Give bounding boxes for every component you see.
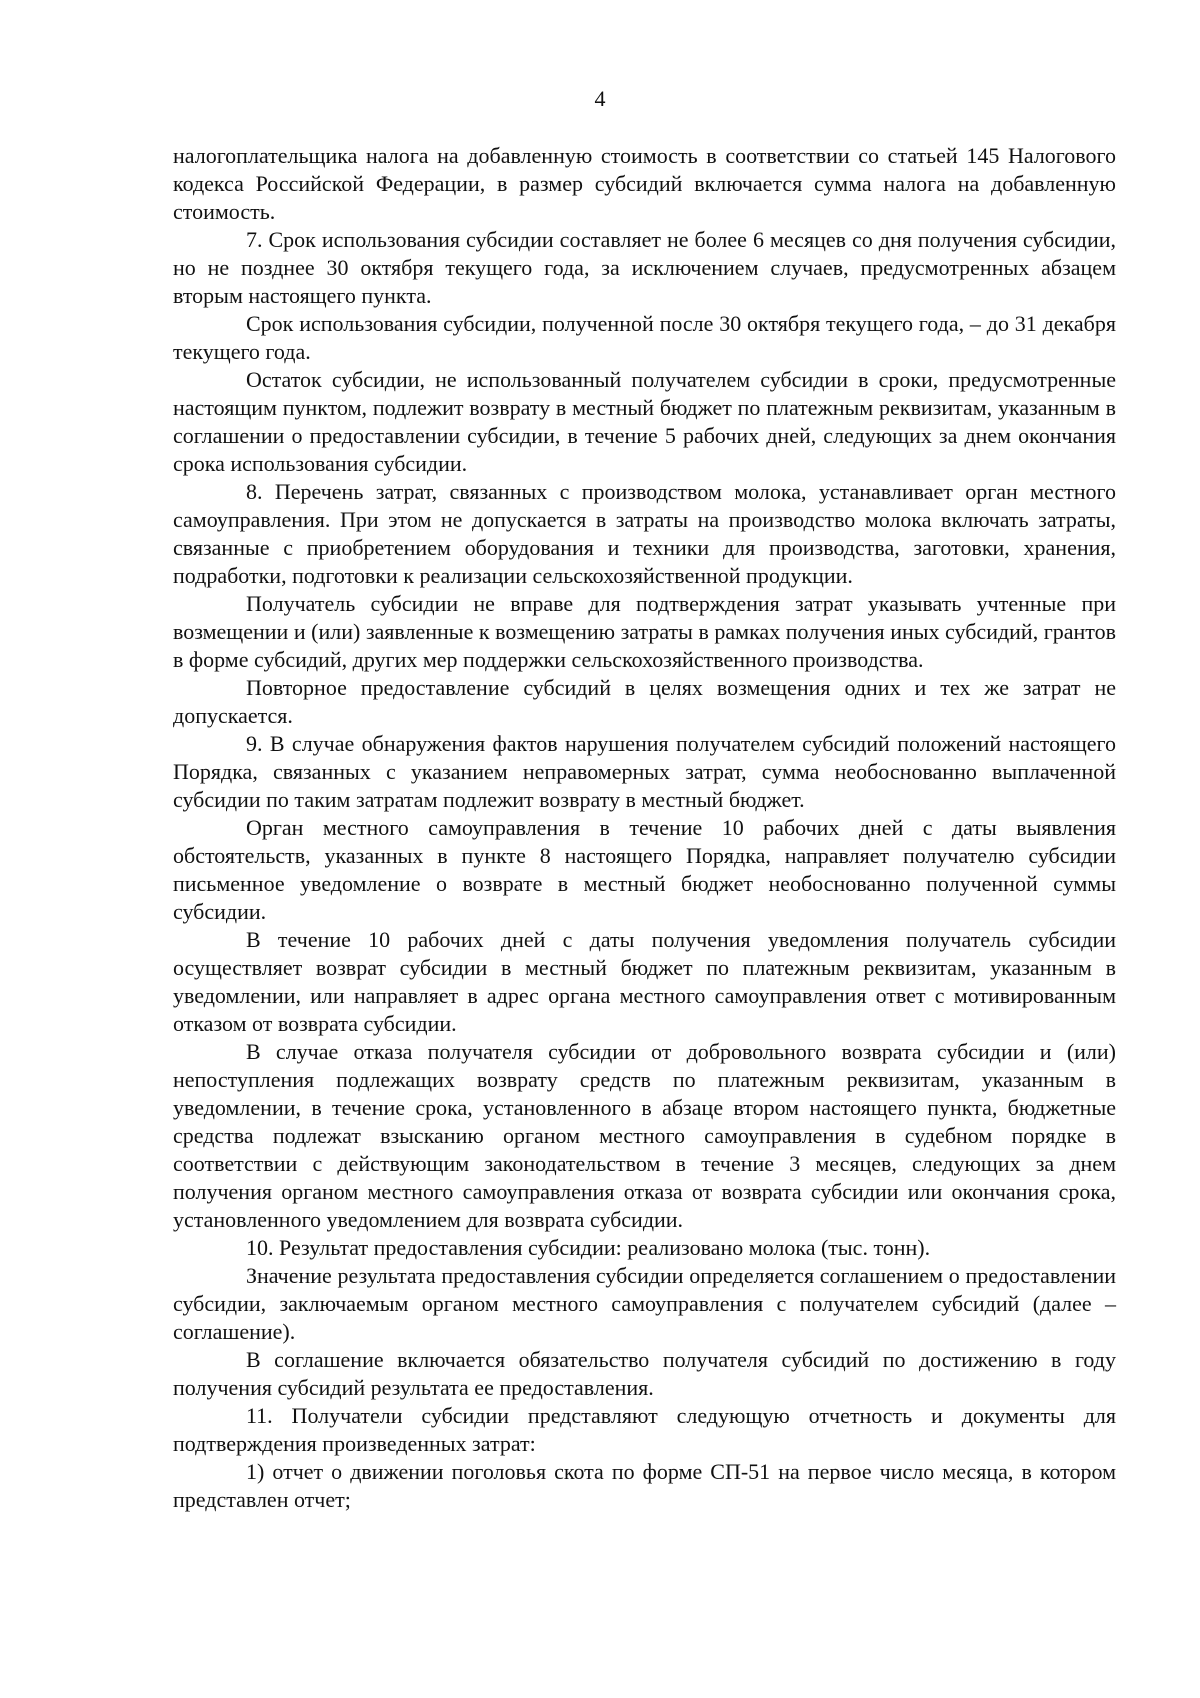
paragraph-item-7: 7. Срок использования субсидии составляет не более 6 месяцев со дня получения субсидии, но не позднее 30 октября текущего года, за исключением случаев, предусмотренных абзацем вторым настоящего пункта. bbox=[173, 227, 1116, 308]
page-number: 4 bbox=[594, 86, 606, 111]
paragraph: В случае отказа получателя субсидии от добровольного возврата субсидии и (или) непоступления подлежащих возврату средств по платежным реквизитам, указанным в уведомлении, в течение срока, установленного в абзаце втором настоящего пункта, бюджетные средства подлежат взысканию органом местного самоуправления в судебном порядке в соответствии с действующим законодательством в течение 3 месяцев, следующих за днем получения органом местного самоуправления отказа от возврата субсидии или окончания срока, установленного уведомлением для возврата субсидии. bbox=[173, 1039, 1116, 1232]
paragraph: В соглашение включается обязательство получателя субсидий по достижению в году получения субсидий результата ее предоставления. bbox=[173, 1347, 1116, 1400]
paragraph: Значение результата предоставления субсидии определяется соглашением о предоставлении субсидии, заключаемым органом местного самоуправления с получателем субсидий (далее – соглашение). bbox=[173, 1263, 1116, 1344]
paragraph: Орган местного самоуправления в течение 10 рабочих дней с даты выявления обстоятельств, указанных в пункте 8 настоящего Порядка, направляет получателю субсидии письменное уведомление о возврате в местный бюджет необоснованно полученной суммы субсидии. bbox=[173, 815, 1116, 924]
paragraph: В течение 10 рабочих дней с даты получения уведомления получатель субсидии осуществляет возврат субсидии в местный бюджет по платежным реквизитам, указанным в уведомлении, или направляет в адрес органа местного самоуправления ответ с мотивированным отказом от возврата субсидии. bbox=[173, 927, 1116, 1036]
paragraph-item-9: 9. В случае обнаружения фактов нарушения получателем субсидий положений настоящего Порядка, связанных с указанием неправомерных затрат, сумма необоснованно выплаченной субсидии по таким затратам подлежит возврату в местный бюджет. bbox=[173, 731, 1116, 812]
paragraph: Получатель субсидии не вправе для подтверждения затрат указывать учтенные при возмещении и (или) заявленные к возмещению затраты в рамках получения иных субсидий, грантов в форме субсидий, других мер поддержки сельскохозяйственного производства. bbox=[173, 591, 1116, 672]
paragraph-subitem-1: 1) отчет о движении поголовья скота по форме СП-51 на первое число месяца, в котором представлен отчет; bbox=[173, 1459, 1116, 1512]
paragraph: Остаток субсидии, не использованный получателем субсидии в сроки, предусмотренные настоящим пунктом, подлежит возврату в местный бюджет по платежным реквизитам, указанным в соглашении о предоставлении субсидии, в течение 5 рабочих дней, следующих за днем окончания срока использования субсидии. bbox=[173, 367, 1116, 476]
document-body bbox=[173, 142, 1116, 1514]
paragraph: Повторное предоставление субсидий в целях возмещения одних и тех же затрат не допускается. bbox=[173, 675, 1116, 728]
paragraph-item-10: 10. Результат предоставления субсидии: реализовано молока (тыс. тонн). bbox=[246, 1235, 931, 1260]
paragraph-continuation: налогоплательщика налога на добавленную стоимость в соответствии со статьей 145 Налогового кодекса Российской Федерации, в размер субсидий включается сумма налога на добавленную стоимость. bbox=[173, 143, 1116, 224]
paragraph: Срок использования субсидии, полученной после 30 октября текущего года, – до 31 декабря текущего года. bbox=[173, 311, 1116, 364]
paragraph-item-8: 8. Перечень затрат, связанных с производством молока, устанавливает орган местного самоуправления. При этом не допускается в затраты на производство молока включать затраты, связанные с приобретением оборудования и техники для производства, заготовки, хранения, подработки, подготовки к реализации сельскохозяйственной продукции. bbox=[173, 479, 1116, 588]
paragraph-item-11: 11. Получатели субсидии представляют следующую отчетность и документы для подтверждения произведенных затрат: bbox=[173, 1403, 1116, 1456]
